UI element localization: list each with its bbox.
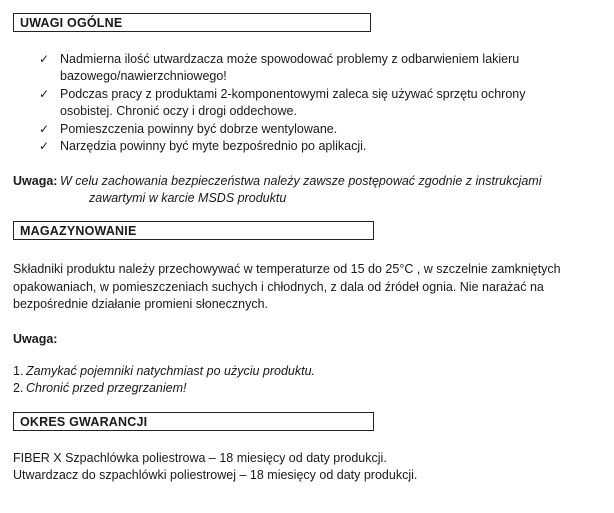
list-item: Nadmierna ilość utwardzacza może spowodować problemy z odbarwieniem lakieru bbox=[60, 52, 520, 66]
storage-paragraph-line: bezpośrednie działanie promieni słonecznych. bbox=[13, 297, 269, 311]
check-icon: ✓ bbox=[39, 87, 50, 101]
check-icon: ✓ bbox=[39, 139, 50, 153]
general-note-text-cont: zawartymi w karcie MSDS produktu bbox=[89, 191, 287, 205]
list-item: Pomieszczenia powinny być dobrze wentylowane. bbox=[60, 122, 338, 136]
list-item: osobistej. Chronić oczy i drogi oddechowe. bbox=[60, 104, 297, 118]
list-item: Zamykać pojemniki natychmiast po użyciu produktu. bbox=[26, 364, 316, 378]
section-header-storage bbox=[13, 221, 374, 240]
storage-paragraph-line: Składniki produktu należy przechowywać w temperaturze od 15 do 25°C , w szczelnie zamkniętych bbox=[13, 262, 561, 276]
check-icon: ✓ bbox=[39, 52, 50, 66]
list-number: 2. bbox=[13, 381, 24, 395]
general-note-text: W celu zachowania bezpieczeństwa należy zawsze postępować zgodnie z instrukcjami bbox=[60, 174, 542, 188]
section-title: MAGAZYNOWANIE bbox=[20, 224, 137, 238]
section-header-general bbox=[13, 13, 371, 32]
warranty-line: FIBER X Szpachlówka poliestrowa – 18 miesięcy od daty produkcji. bbox=[13, 451, 387, 465]
storage-paragraph-line: opakowaniach, w pomieszczeniach suchych i chłodnych, z dala od źródeł ognia. Nie narażać na bbox=[13, 280, 544, 294]
list-number: 1. bbox=[13, 364, 24, 378]
check-icon: ✓ bbox=[39, 122, 50, 136]
general-note-label: Uwaga: bbox=[13, 174, 58, 188]
list-item: Narzędzia powinny być myte bezpośrednio po aplikacji. bbox=[60, 139, 367, 153]
list-item: bazowego/nawierzchniowego! bbox=[60, 69, 227, 83]
section-header-warranty bbox=[13, 412, 374, 431]
warranty-line: Utwardzacz do szpachlówki poliestrowej – 18 miesięcy od daty produkcji. bbox=[13, 468, 418, 482]
list-item: Chronić przed przegrzaniem! bbox=[26, 381, 187, 395]
section-title: OKRES GWARANCJI bbox=[20, 415, 148, 429]
storage-note-label: Uwaga: bbox=[13, 332, 58, 346]
section-title: UWAGI OGÓLNE bbox=[20, 16, 123, 30]
list-item: Podczas pracy z produktami 2-komponentowymi zaleca się używać sprzętu ochrony bbox=[60, 87, 526, 101]
